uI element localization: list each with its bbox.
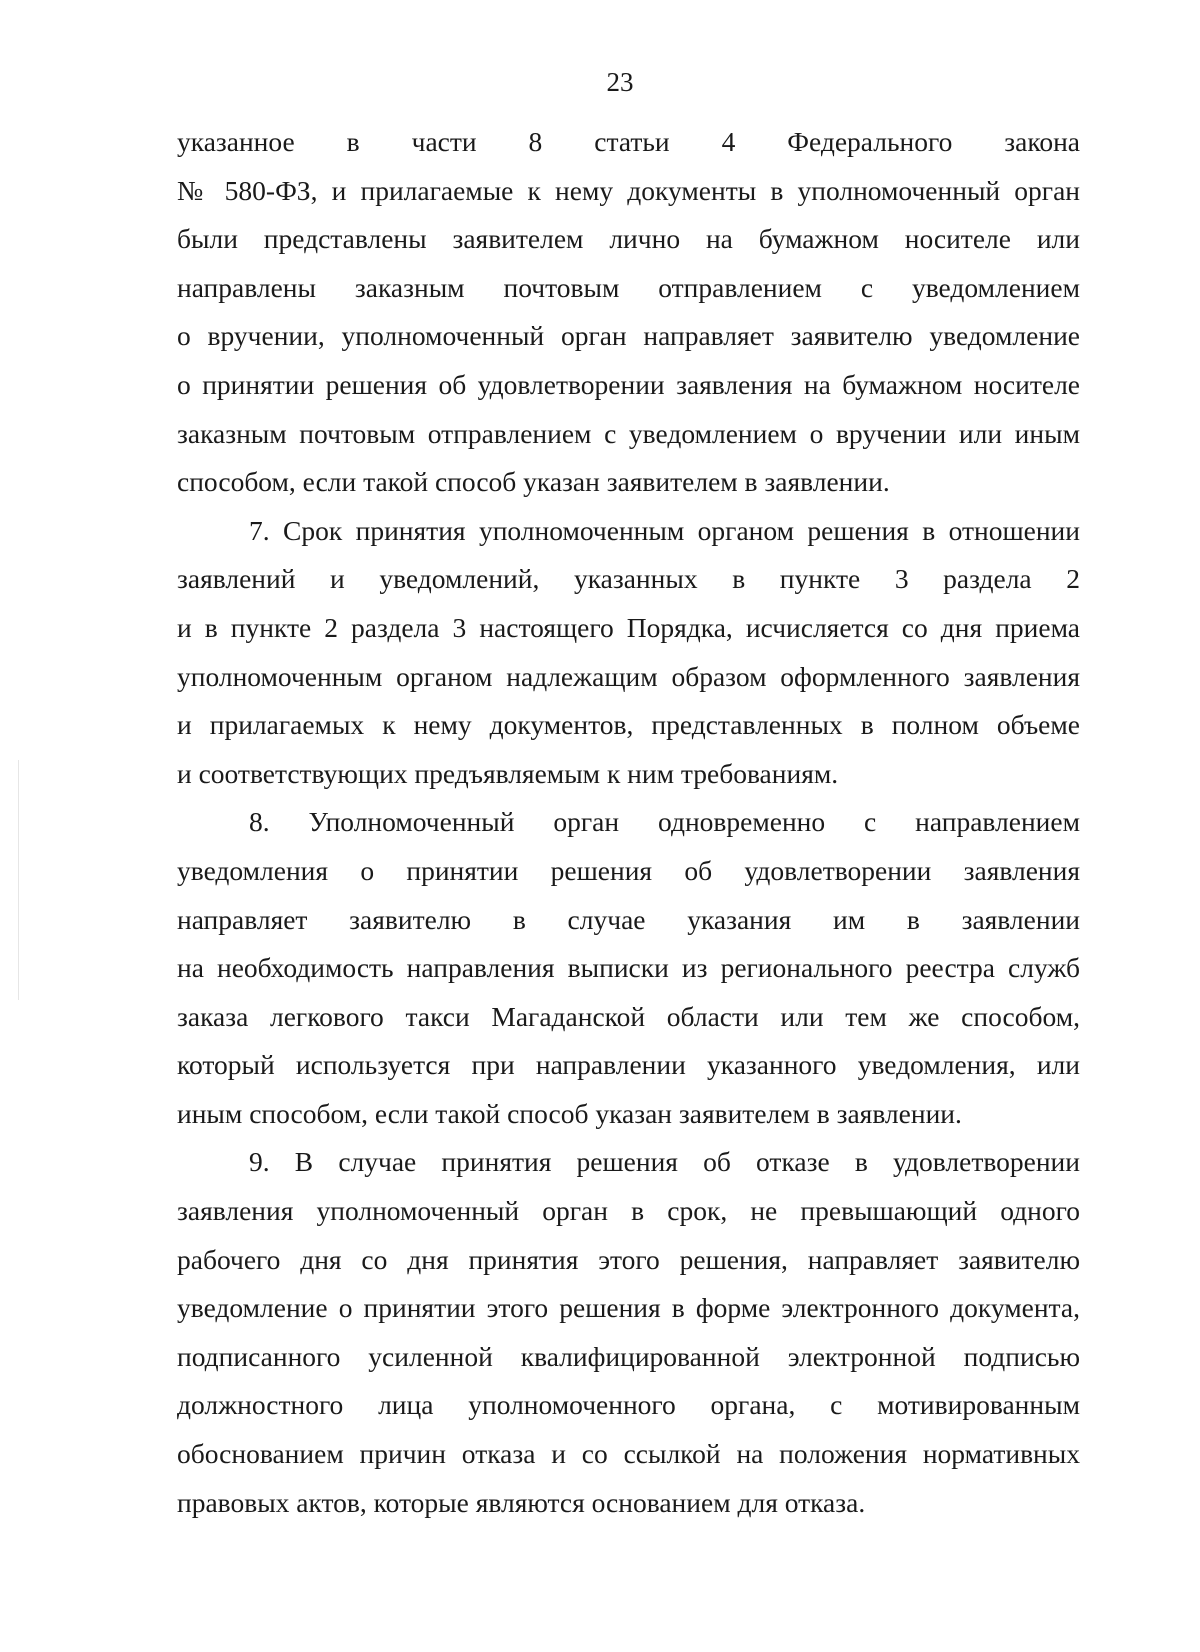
paragraph-continuation [177, 118, 1080, 507]
text-line: указанное в части 8 статьи 4 Федерального закона [177, 126, 1080, 157]
text-line: подписанного усиленной квалифицированной электронной подписью [177, 1340, 1080, 1372]
text-line: который используется при направлении указанного уведомления, или [177, 1049, 1080, 1081]
text-line: рабочего дня со дня принятия этого решения, направляет заявителю [177, 1243, 1080, 1275]
paragraph-item-8 [177, 798, 1080, 1138]
text-line: направлены заказным почтовым отправлением с уведомлением [177, 271, 1080, 303]
text-line: заказа легкового такси Магаданской области или тем же способом, [177, 1000, 1080, 1032]
paragraph-item-9 [177, 1138, 1080, 1527]
text-line: заказным почтовым отправлением с уведомлением о вручении или иным [177, 417, 1080, 449]
text-line: 8. Уполномоченный орган одновременно с направлением [249, 806, 1080, 838]
text-line: и прилагаемых к нему документов, представленных в полном объеме [177, 709, 1080, 741]
text-line: уведомление о принятии этого решения в форме электронного документа, [177, 1292, 1080, 1324]
text-line: № 580-ФЗ, и прилагаемые к нему документы в уполномоченный орган [177, 174, 1080, 206]
page-number: 23 [606, 67, 634, 97]
text-line: на необходимость направления выписки из регионального реестра служб [177, 952, 1080, 984]
text-line: о вручении, уполномоченный орган направляет заявителю уведомление [177, 320, 1080, 352]
text-line: обоснованием причин отказа и со ссылкой на положения нормативных [177, 1438, 1080, 1470]
text-line: о принятии решения об удовлетворении заявления на бумажном носителе [177, 368, 1080, 400]
text-line: 9. В случае принятия решения об отказе в удовлетворении [249, 1146, 1080, 1178]
text-line: заявлений и уведомлений, указанных в пункте 3 раздела 2 [177, 563, 1080, 595]
text-line: уведомления о принятии решения об удовлетворении заявления [177, 854, 1080, 886]
text-line: иным способом, если такой способ указан заявителем в заявлении. [177, 1097, 962, 1129]
text-line: 7. Срок принятия уполномоченным органом решения в отношении [249, 514, 1080, 546]
text-line: уполномоченным органом надлежащим образом оформленного заявления [177, 660, 1080, 692]
paragraph-item-7 [177, 507, 1080, 799]
scan-edge-mark [18, 760, 19, 1000]
text-line: способом, если такой способ указан заявителем в заявлении. [177, 466, 890, 498]
text-line: должностного лица уполномоченного органа, с мотивированным [177, 1389, 1080, 1421]
document-body [177, 118, 1080, 1527]
text-line: заявления уполномоченный орган в срок, не превышающий одного [177, 1195, 1080, 1227]
text-line: и соответствующих предъявляемым к ним требованиям. [177, 757, 839, 789]
text-line: и в пункте 2 раздела 3 настоящего Порядка, исчисляется со дня приема [177, 611, 1080, 643]
text-line: направляет заявителю в случае указания им в заявлении [177, 903, 1080, 935]
text-line: правовых актов, которые являются основанием для отказа. [177, 1486, 866, 1518]
text-line: были представлены заявителем лично на бумажном носителе или [177, 223, 1080, 255]
